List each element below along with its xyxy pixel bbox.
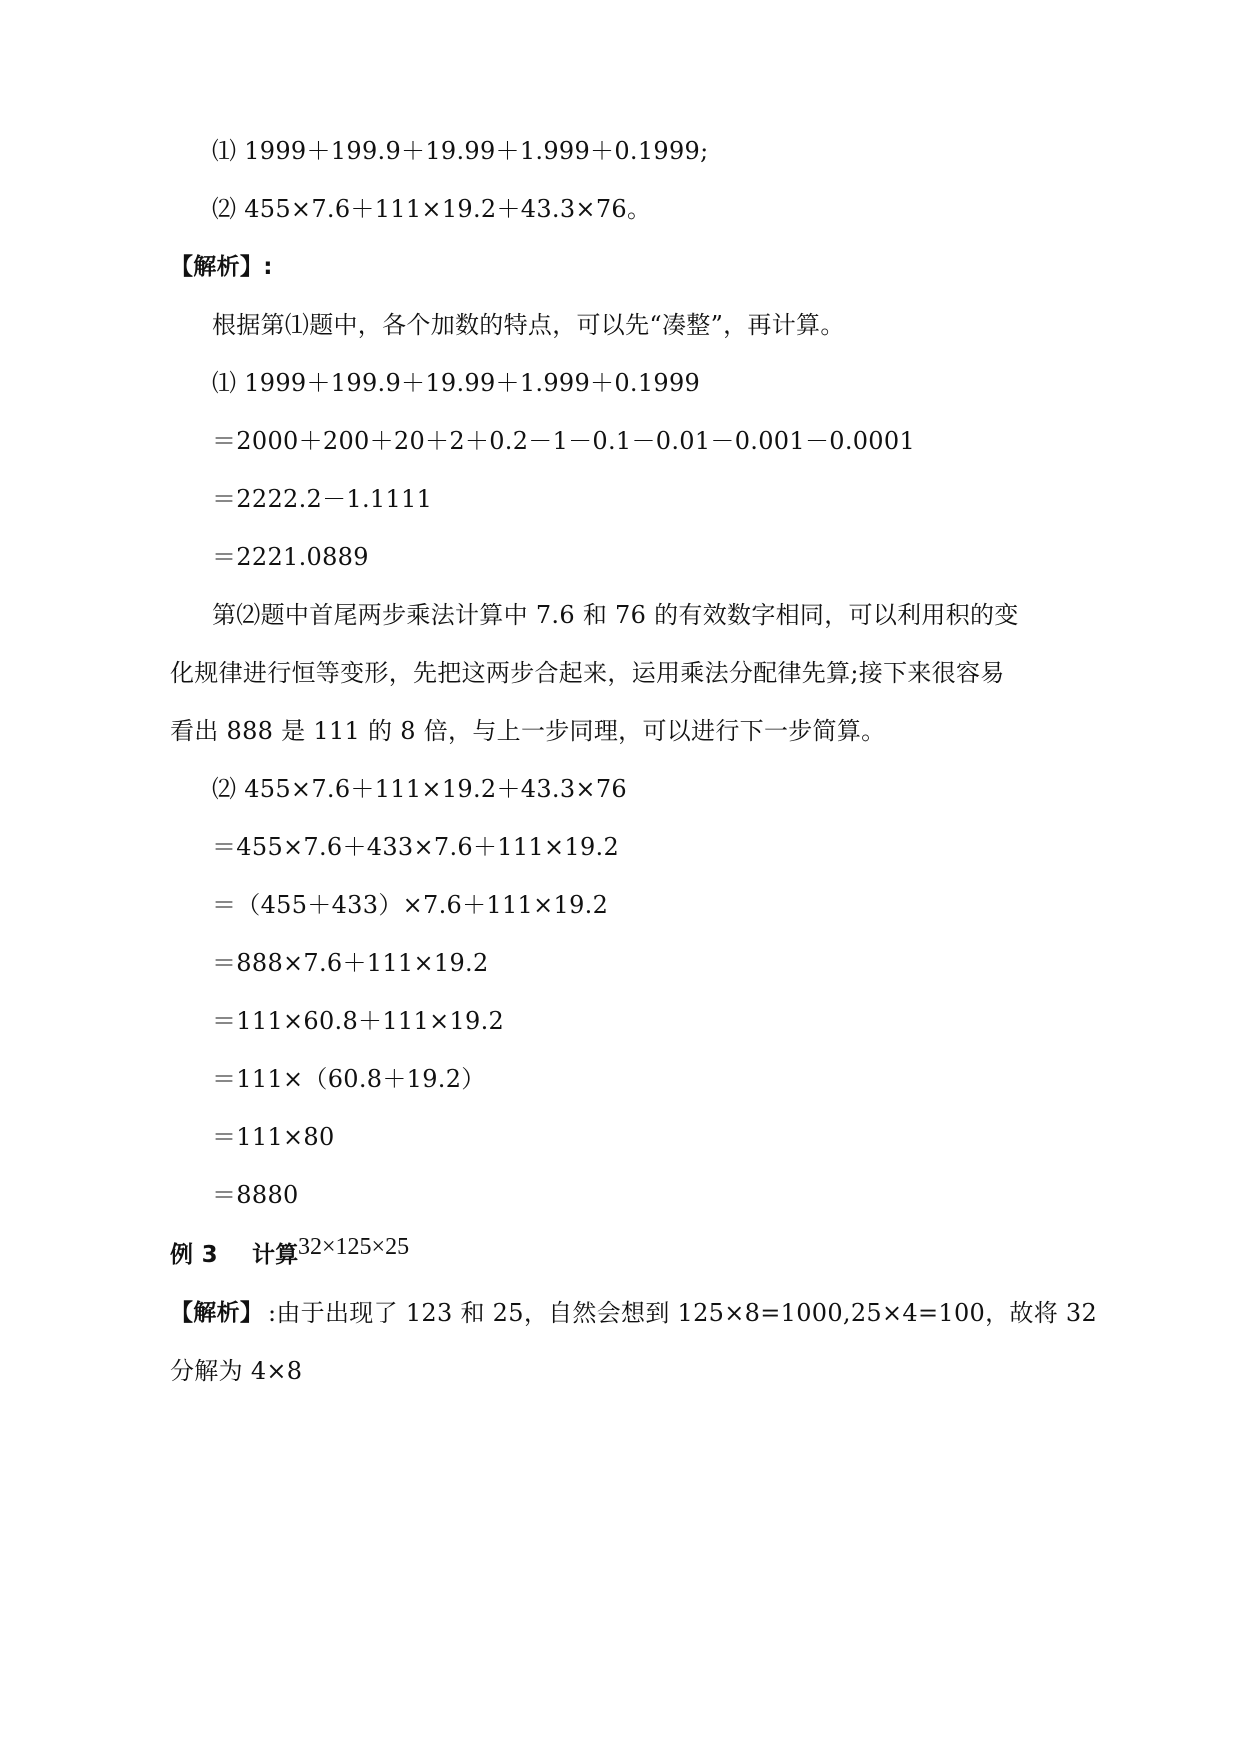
analysis-heading: 【解析】: (170, 254, 273, 280)
example-prompt: 计算 (252, 1242, 299, 1268)
part1-step-3: ＝2222.2－1.1111 (212, 485, 433, 513)
part2-step-6: ＝111×（60.8＋19.2） (212, 1065, 486, 1093)
part2-step-1: ⑵ 455×7.6＋111×19.2＋43.3×76 (212, 775, 627, 803)
part2-step-5: ＝111×60.8＋111×19.2 (212, 1007, 505, 1035)
problem-item-2: ⑵ 455×7.6＋111×19.2＋43.3×76。 (212, 195, 652, 223)
part2-step-7: ＝111×80 (212, 1123, 335, 1151)
paragraph-line-1: 第⑵题中首尾两步乘法计算中 7.6 和 76 的有效数字相同，可以利用积的变 (212, 601, 1019, 629)
analysis2-heading: 【解析】 (170, 1300, 264, 1326)
paragraph-line-2: 化规律进行恒等变形，先把这两步合起来，运用乘法分配律先算;接下来很容易 (170, 659, 1005, 687)
problem-item-1: ⑴ 1999＋199.9＋19.99＋1.999＋0.1999; (212, 137, 709, 165)
part2-step-2: ＝455×7.6＋433×7.6＋111×19.2 (212, 833, 620, 861)
part2-step-8: ＝8880 (212, 1181, 299, 1209)
example-expression: 32×125×25 (298, 1234, 410, 1260)
analysis-intro: 根据第⑴题中，各个加数的特点，可以先“凑整”，再计算。 (212, 311, 845, 339)
analysis2-line-2: 分解为 4×8 (170, 1357, 303, 1385)
part2-step-3: ＝（455＋433）×7.6＋111×19.2 (212, 891, 609, 919)
part1-step-1: ⑴ 1999＋199.9＋19.99＋1.999＋0.1999 (212, 369, 701, 397)
paragraph-line-3: 看出 888 是 111 的 8 倍，与上一步同理，可以进行下一步简算。 (170, 717, 886, 745)
part1-step-2: ＝2000＋200＋20＋2＋0.2－1－0.1－0.01－0.001－0.0001 (212, 427, 916, 455)
analysis2-line-1: :由于出现了 123 和 25，自然会想到 125×8=1000,25×4=100，故将 32 (268, 1299, 1098, 1327)
part1-step-4: ＝2221.0889 (212, 543, 369, 571)
part2-step-4: ＝888×7.6＋111×19.2 (212, 949, 489, 977)
example-label: 例 3 (170, 1242, 218, 1268)
